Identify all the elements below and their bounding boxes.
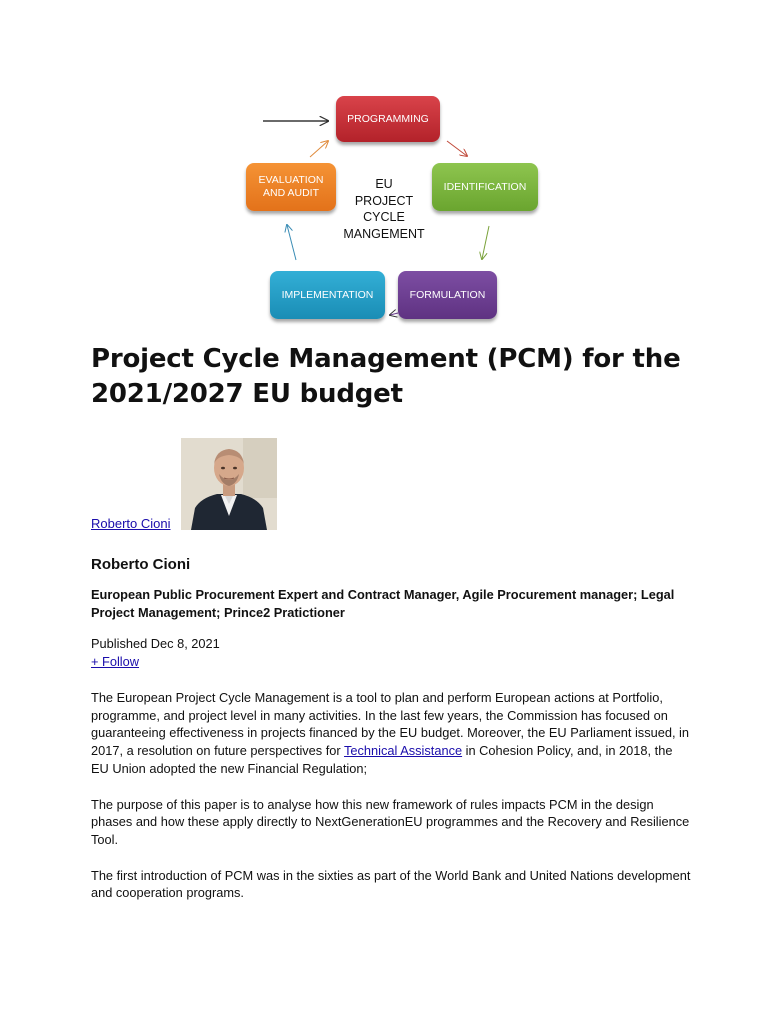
author-photo[interactable]	[181, 438, 277, 530]
stage-evaluation-and-audit: EVALUATION AND AUDIT	[246, 163, 336, 211]
cycle-center-label: EU PROJECT CYCLE MANGEMENT	[343, 177, 425, 241]
stage-implementation: IMPLEMENTATION	[270, 271, 385, 319]
arrow-formulation-implementation	[390, 313, 398, 315]
paragraph-1-text-after: in Cohesion Policy, and, in 2018, the EU Union adopted the new Financial Regulation;	[91, 743, 673, 776]
arrow-programming-identification	[447, 141, 467, 156]
author-name: Roberto Cioni	[91, 556, 191, 573]
pcm-cycle-diagram	[0, 0, 768, 340]
stage-formulation: FORMULATION	[398, 271, 497, 319]
author-profile-link[interactable]: Roberto Cioni	[91, 516, 171, 531]
arrow-identification-formulation	[482, 226, 489, 259]
stage-programming: PROGRAMMING	[336, 96, 440, 142]
arrow-evaluation-programming	[310, 141, 328, 157]
technical-assistance-link[interactable]: Technical Assistance	[344, 743, 463, 759]
paragraph-2: The purpose of this paper is to analyse how this new framework of rules impacts PCM in the design phases and how these apply directly to NextGenerationEU programmes and the Recovery and Resilience Tool.	[91, 796, 690, 847]
author-block	[91, 438, 691, 542]
published-date: Published Dec 8, 2021	[91, 636, 220, 651]
article-content	[91, 342, 691, 902]
author-headline: European Public Procurement Expert and Contract Manager, Agile Procurement manager; Legal Project Management; Prince2 Pratictioner	[91, 587, 675, 620]
stage-identification: IDENTIFICATION	[432, 163, 538, 211]
follow-button[interactable]: + Follow	[91, 654, 140, 669]
author-portrait-image	[181, 438, 277, 530]
arrow-implementation-evaluation	[287, 225, 296, 260]
paragraph-1-text-before: The European Project Cycle Management is a tool to plan and perform European actions at Portfolio, programme, and project level in many activities. In the last few years, the Commission has focused on guaranteeing effectiveness in projects financed by the EU budget. Moreover, the EU Parliament issued, in 2017, a resolution on future perspectives for	[91, 690, 690, 759]
paragraph-3: The first introduction of PCM was in the sixties as part of the World Bank and United Nations development and cooperation programs.	[91, 867, 691, 901]
article-title: Project Cycle Management (PCM) for the 2021/2027 EU budget	[91, 344, 681, 409]
paragraph-1	[91, 689, 691, 778]
